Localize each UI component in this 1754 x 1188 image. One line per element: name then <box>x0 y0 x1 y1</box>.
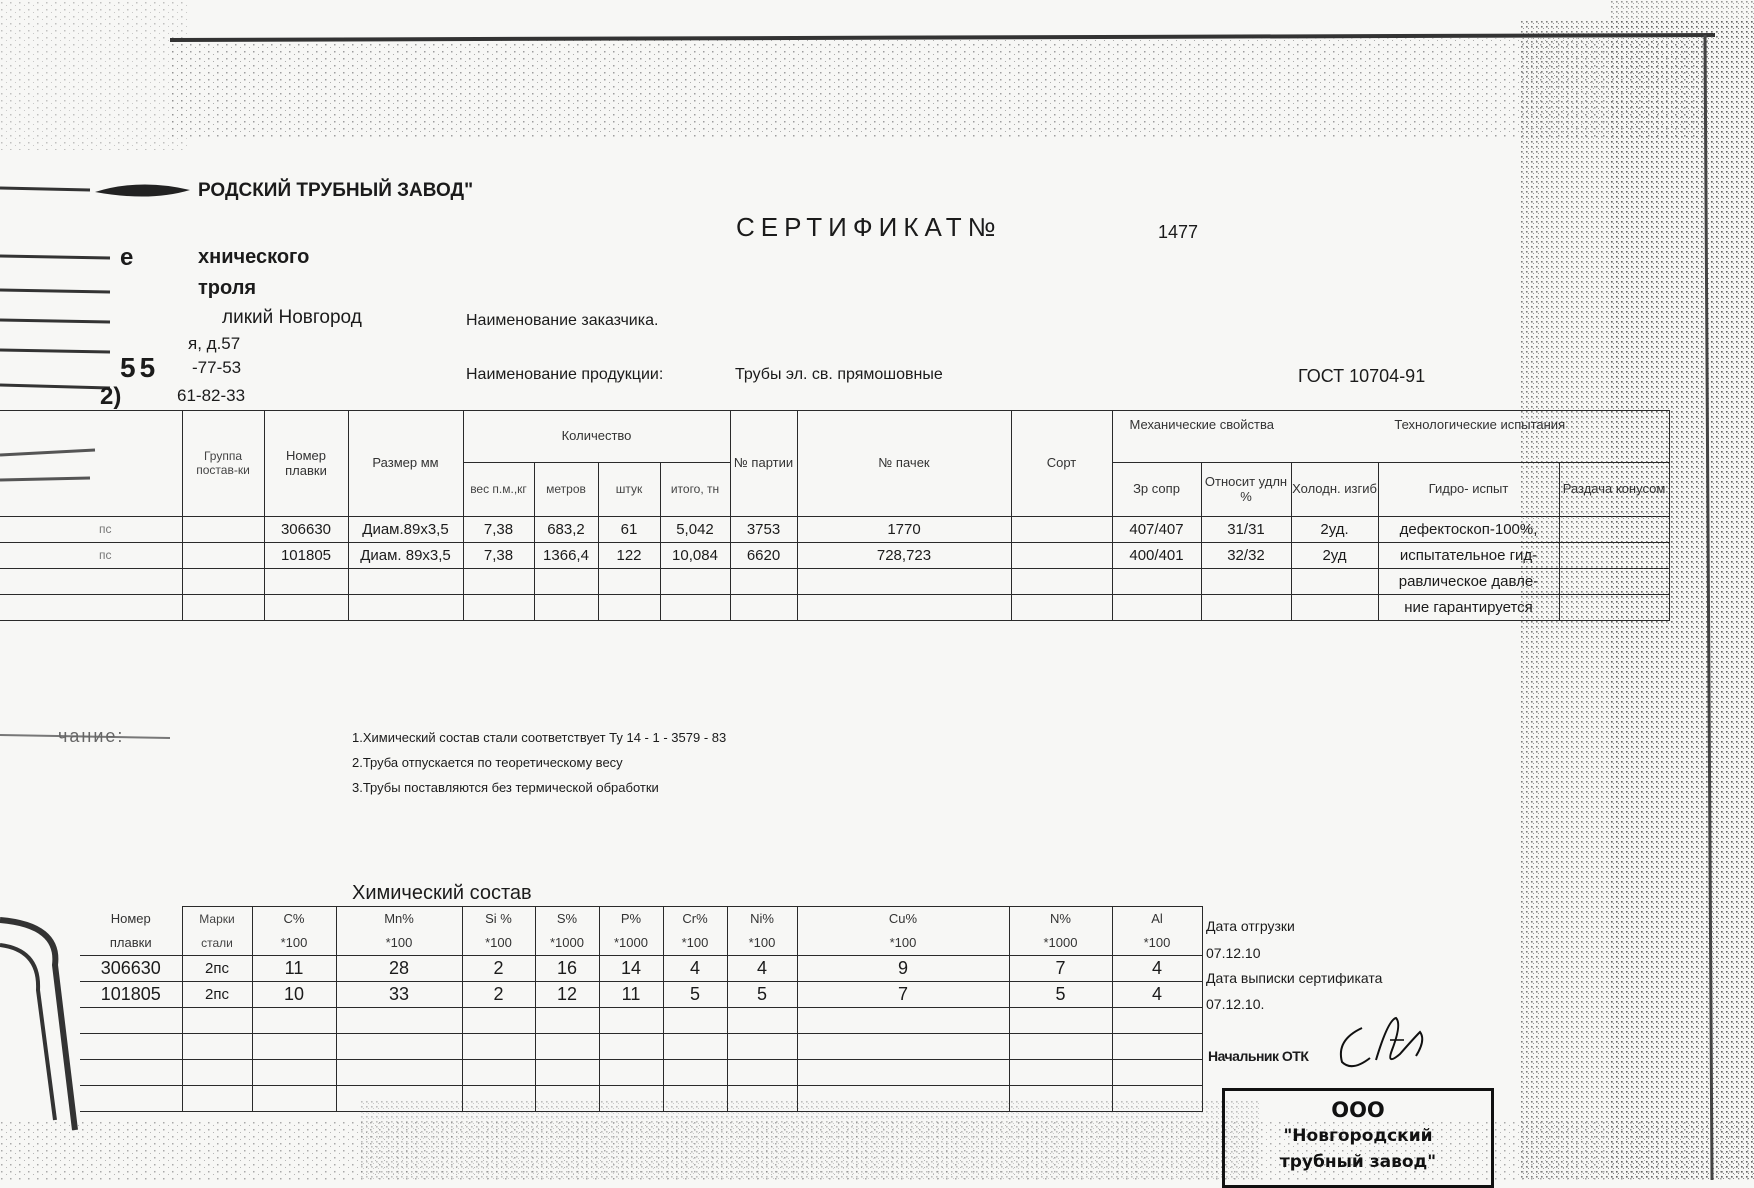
table-stub-header <box>0 411 182 517</box>
stamp-line3: трубный завод" <box>1279 1152 1437 1172</box>
hydro-note-line3: равлическое давле- <box>1378 569 1559 595</box>
chem-row1-al: 4 <box>1112 956 1202 982</box>
table-row <box>0 595 1669 621</box>
header-technological: Технологические испытания <box>1291 411 1669 441</box>
header-group: Группа постав-ки <box>182 411 264 517</box>
row1-total: 5,042 <box>660 517 730 543</box>
row1-size: Диам.89х3,5 <box>348 517 463 543</box>
chem-row1-ni: 4 <box>727 956 797 982</box>
hydro-note-line4: ние гарантируется <box>1378 595 1559 621</box>
product-standard: ГОСТ 10704-91 <box>1298 366 1426 386</box>
row1-melt: 306630 <box>264 517 348 543</box>
chem-row1-cr: 4 <box>663 956 727 982</box>
hydro-note-line1: дефектоскоп-100%, <box>1378 517 1559 543</box>
chem-row-empty <box>80 1086 1202 1112</box>
row1-meters: 683,2 <box>534 517 598 543</box>
notes-label-fragment: чание: <box>58 726 125 746</box>
header-bundle-no: № пачек <box>797 411 1011 517</box>
company-stamp <box>1222 1088 1494 1188</box>
chem-header-s: S% *1000 <box>535 907 599 956</box>
chem-row2-c: 10 <box>252 982 336 1008</box>
chem-header-row <box>80 907 1202 956</box>
header-total: итого, тн <box>660 463 730 517</box>
chem-row1-s: 16 <box>535 956 599 982</box>
row1-bundles: 1770 <box>797 517 1011 543</box>
chief-otk-label: Начальник ОТК <box>1208 1048 1309 1064</box>
header-elongation: Относит удлн % <box>1201 463 1291 517</box>
letterhead-phone1-suffix: -77-53 <box>192 358 242 377</box>
chem-header-cr: Cr% *100 <box>663 907 727 956</box>
letterhead-phone2-suffix: 61-82-33 <box>177 386 246 405</box>
chemistry-table <box>80 906 1203 1112</box>
product-value: Трубы эл. св. прямошовные <box>735 366 943 383</box>
chem-header-grade: Марки стали <box>182 907 252 956</box>
header-mechanical: Механические свойства <box>1112 411 1291 441</box>
stamp-line2: "Новгородский <box>1283 1126 1433 1146</box>
ship-date-value: 07.12.10 <box>1206 945 1261 961</box>
issue-date-label: Дата выписки сертификата <box>1206 970 1383 986</box>
certificate-title: СЕРТИФИКАТ№ <box>736 212 1002 242</box>
chem-row2-si: 2 <box>462 982 535 1008</box>
company-name-fragment: РОДСКИЙ ТРУБНЫЙ ЗАВОД" <box>198 180 474 201</box>
row2-flare <box>1559 543 1669 569</box>
note-item-2: 2.Труба отпускается по теоретическому весу <box>352 755 623 770</box>
row2-elongation: 32/32 <box>1201 543 1291 569</box>
row1-strength: 407/407 <box>1112 517 1201 543</box>
chem-row2-al: 4 <box>1112 982 1202 1008</box>
chem-header-c: C% *100 <box>252 907 336 956</box>
header-batch-no: № партии <box>730 411 797 517</box>
product-table <box>0 410 1670 621</box>
chem-row2-p: 11 <box>599 982 663 1008</box>
row2-strength: 400/401 <box>1112 543 1201 569</box>
note-item-1: 1.Химический состав стали соответствует Ту 14 - 1 - 3579 - 83 <box>352 730 727 745</box>
chem-row <box>80 982 1202 1008</box>
header-melt-no: Номер плавки <box>264 411 348 517</box>
chem-row2-ni: 5 <box>727 982 797 1008</box>
chem-header-n: N% *1000 <box>1009 907 1112 956</box>
chem-row1-c: 11 <box>252 956 336 982</box>
row2-weight: 7,38 <box>463 543 534 569</box>
table-row <box>0 543 1669 569</box>
chem-header-p: P% *1000 <box>599 907 663 956</box>
chem-row2-grade: 2пс <box>182 982 252 1008</box>
chem-row1-cu: 9 <box>797 956 1009 982</box>
row1-weight: 7,38 <box>463 517 534 543</box>
chem-header-si: Si % *100 <box>462 907 535 956</box>
row2-melt: 101805 <box>264 543 348 569</box>
chem-header-melt: Номер плавки <box>80 907 182 956</box>
header-meters: метров <box>534 463 598 517</box>
header-flare: Раздача конусом <box>1559 463 1669 517</box>
chem-row <box>80 956 1202 982</box>
chem-row1-n: 7 <box>1009 956 1112 982</box>
chem-row2-n: 5 <box>1009 982 1112 1008</box>
row2-size: Диам. 89х3,5 <box>348 543 463 569</box>
hydro-note-line2: испытательное гид- <box>1378 543 1559 569</box>
chem-row1-mn: 28 <box>336 956 462 982</box>
letterhead-phone1-prefix: 55 <box>120 352 160 383</box>
note-item-3: 3.Трубы поставляются без термической обработки <box>352 780 659 795</box>
chem-row2-cr: 5 <box>663 982 727 1008</box>
letterhead-line2-fragment: хнического <box>198 246 310 268</box>
chem-row2-mn: 33 <box>336 982 462 1008</box>
certificate-number: 1477 <box>1158 222 1199 242</box>
row2-pieces: 122 <box>598 543 660 569</box>
issue-date-value: 07.12.10. <box>1206 996 1265 1012</box>
row1-elongation: 31/31 <box>1201 517 1291 543</box>
row2-bundles: 728,723 <box>797 543 1011 569</box>
row1-pieces: 61 <box>598 517 660 543</box>
row2-grade <box>1011 543 1112 569</box>
row2-meters: 1366,4 <box>534 543 598 569</box>
header-size: Размер мм <box>348 411 463 517</box>
row1-group <box>182 517 264 543</box>
header-strength: Зр сопр <box>1112 463 1201 517</box>
header-quantity: Количество <box>463 411 730 463</box>
table-row <box>0 517 1669 543</box>
chem-table-title: Химический состав <box>352 882 532 904</box>
chem-row2-melt: 101805 <box>80 982 182 1008</box>
row1-stub: пс <box>0 517 182 543</box>
row1-grade <box>1011 517 1112 543</box>
row2-group <box>182 543 264 569</box>
row2-total: 10,084 <box>660 543 730 569</box>
row1-bend: 2уд. <box>1291 517 1378 543</box>
row1-batch: 3753 <box>730 517 797 543</box>
chem-header-mn: Mn% *100 <box>336 907 462 956</box>
letterhead-phone2-prefix: 2) <box>100 383 122 410</box>
chem-row-empty <box>80 1060 1202 1086</box>
header-pieces: штук <box>598 463 660 517</box>
header-hydro: Гидро- испыт <box>1378 463 1559 517</box>
table-row <box>0 569 1669 595</box>
letterhead-address-fragment: я, д.57 <box>188 334 241 353</box>
chem-row1-p: 14 <box>599 956 663 982</box>
chem-row1-grade: 2пс <box>182 956 252 982</box>
header-cold-bend: Холодн. изгиб <box>1291 463 1378 517</box>
letterhead-city-fragment: ликий Новгород <box>222 307 362 328</box>
chem-header-al: Al *100 <box>1112 907 1202 956</box>
row2-bend: 2уд <box>1291 543 1378 569</box>
chem-row1-melt: 306630 <box>80 956 182 982</box>
chem-header-ni: Ni% *100 <box>727 907 797 956</box>
letterhead-line2-smudge: е <box>120 244 136 271</box>
ship-date-label: Дата отгрузки <box>1206 918 1295 934</box>
header-grade: Сорт <box>1011 411 1112 517</box>
row2-stub: пс <box>0 543 182 569</box>
letterhead-line3-fragment: троля <box>198 277 257 299</box>
chem-row2-cu: 7 <box>797 982 1009 1008</box>
chem-header-cu: Cu% *100 <box>797 907 1009 956</box>
chem-row2-s: 12 <box>535 982 599 1008</box>
row1-flare <box>1559 517 1669 543</box>
header-spacer <box>1112 441 1669 463</box>
stamp-line1: ООО <box>1331 1098 1385 1122</box>
chem-row-empty <box>80 1008 1202 1034</box>
row2-batch: 6620 <box>730 543 797 569</box>
customer-label: Наименование заказчика. <box>466 312 659 329</box>
chem-row-empty <box>80 1034 1202 1060</box>
signature-icon <box>1330 1010 1440 1080</box>
chem-row1-si: 2 <box>462 956 535 982</box>
header-weight: вес п.м.,кг <box>463 463 534 517</box>
product-label: Наименование продукции: <box>466 366 664 383</box>
